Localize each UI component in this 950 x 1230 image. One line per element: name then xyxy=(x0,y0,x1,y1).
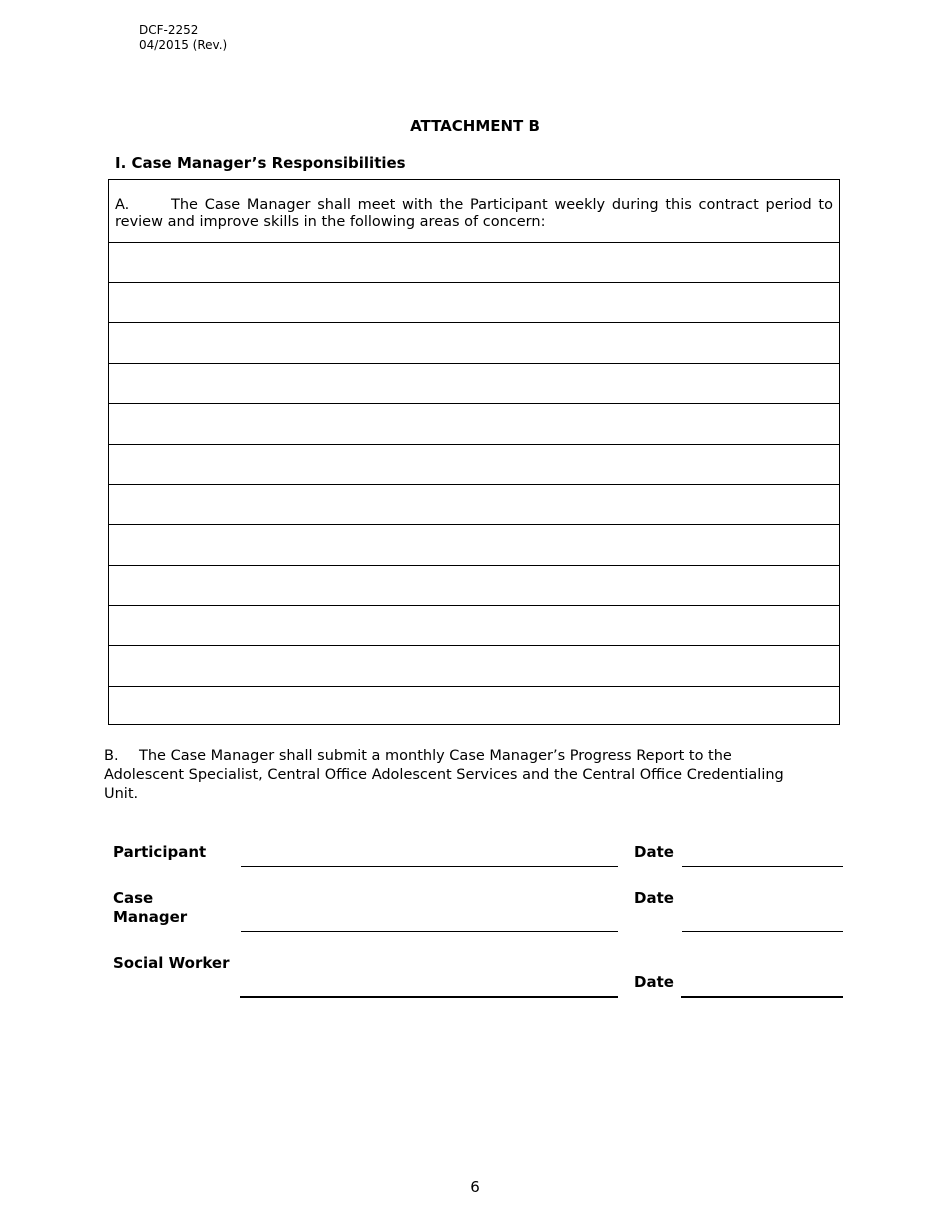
item-b-paragraph xyxy=(104,747,804,804)
social-worker-date-label: Date xyxy=(634,973,674,991)
item-a-text: The Case Manager shall meet with the Participant weekly during this contract period to review and improve skills in the following areas of concern: xyxy=(115,197,833,230)
concern-row-2[interactable] xyxy=(109,283,839,323)
document-title: ATTACHMENT B xyxy=(410,117,540,135)
participant-date-line[interactable] xyxy=(682,866,843,867)
case-manager-label-line1: Case xyxy=(113,889,154,907)
case-manager-date-line[interactable] xyxy=(682,931,843,932)
concern-row-10[interactable] xyxy=(109,606,839,646)
concern-row-12[interactable] xyxy=(109,687,839,725)
form-identifier xyxy=(139,23,227,53)
areas-of-concern-table xyxy=(108,179,840,725)
case-manager-label xyxy=(113,889,187,927)
concern-row-11[interactable] xyxy=(109,646,839,687)
social-worker-date-line[interactable] xyxy=(681,996,843,998)
case-manager-label-line2: Manager xyxy=(113,908,188,926)
concern-row-6[interactable] xyxy=(109,445,839,485)
case-manager-signature-line[interactable] xyxy=(241,931,618,932)
concern-row-1[interactable] xyxy=(109,243,839,283)
social-worker-signature-line[interactable] xyxy=(240,996,618,998)
page-number: 6 xyxy=(470,1178,480,1196)
form-number: DCF-2252 xyxy=(139,23,199,37)
section-heading: I. Case Manager’s Responsibilities xyxy=(115,154,406,172)
item-a-cell xyxy=(109,180,839,243)
item-b-label: B. xyxy=(104,748,119,764)
item-a-label: A. xyxy=(115,197,130,213)
item-b-text: The Case Manager shall submit a monthly Case Manager’s Progress Report to the Adolescent Specialist, Central Office Adolescent Services and the Central Office Credentialing Unit. xyxy=(104,748,784,802)
participant-date-label: Date xyxy=(634,843,674,861)
form-revision: 04/2015 (Rev.) xyxy=(139,38,228,52)
concern-row-9[interactable] xyxy=(109,566,839,606)
participant-label: Participant xyxy=(113,843,207,861)
concern-row-5[interactable] xyxy=(109,404,839,445)
case-manager-date-label: Date xyxy=(634,889,674,907)
concern-row-3[interactable] xyxy=(109,323,839,364)
participant-signature-line[interactable] xyxy=(241,866,618,867)
concern-row-7[interactable] xyxy=(109,485,839,525)
concern-row-4[interactable] xyxy=(109,364,839,404)
social-worker-label: Social Worker xyxy=(113,954,230,972)
concern-row-8[interactable] xyxy=(109,525,839,566)
